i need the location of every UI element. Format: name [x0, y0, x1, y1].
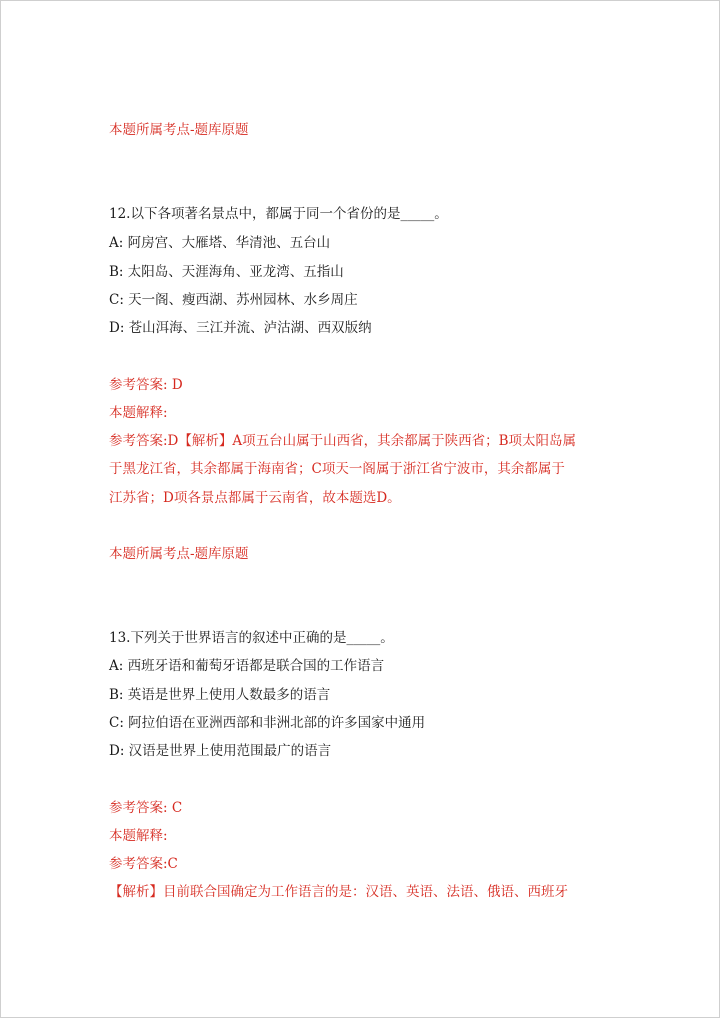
question-12-option-c: C: 天一阁、瘦西湖、苏州园林、水乡周庄	[109, 292, 358, 308]
question-13-answer: 参考答案: C	[109, 800, 183, 816]
question-12-answer: 参考答案: D	[109, 377, 183, 393]
question-13-explanation-line-2: 【解析】目前联合国确定为工作语言的是：汉语、英语、法语、俄语、西班牙	[109, 884, 568, 900]
question-12-option-b: B: 太阳岛、天涯海角、亚龙湾、五指山	[109, 264, 344, 280]
question-13-option-a: A: 西班牙语和葡萄牙语都是联合国的工作语言	[109, 658, 385, 674]
question-12-explanation-line-1: 参考答案:D【解析】A项五台山属于山西省，其余都属于陕西省；B项太阳岛属	[109, 433, 577, 449]
question-13-option-d: D: 汉语是世界上使用范围最广的语言	[109, 743, 332, 759]
question-12-explanation-label: 本题解释:	[109, 405, 168, 421]
question-12-category: 本题所属考点-题库原题	[109, 546, 249, 562]
question-12-option-d: D: 苍山洱海、三江并流、泸沽湖、西双版纳	[109, 320, 372, 336]
question-13-explanation-label: 本题解释:	[109, 828, 168, 844]
question-13-option-c: C: 阿拉伯语在亚洲西部和非洲北部的许多国家中通用	[109, 715, 426, 731]
question-12-explanation-line-3: 江苏省；D项各景点都属于云南省，故本题选D。	[109, 490, 401, 506]
question-13-option-b: B: 英语是世界上使用人数最多的语言	[109, 687, 331, 703]
question-12-text: 12.以下各项著名景点中，都属于同一个省份的是_____。	[109, 206, 448, 222]
question-13-explanation-line-1: 参考答案:C	[109, 856, 178, 872]
question-13-text: 13.下列关于世界语言的叙述中正确的是_____。	[109, 630, 394, 646]
question-12-option-a: A: 阿房宫、大雁塔、华清池、五台山	[109, 235, 331, 251]
question-12-explanation-line-2: 于黑龙江省，其余都属于海南省；C项天一阁属于浙江省宁波市，其余都属于	[109, 461, 565, 477]
category-label: 本题所属考点-题库原题	[109, 122, 249, 138]
